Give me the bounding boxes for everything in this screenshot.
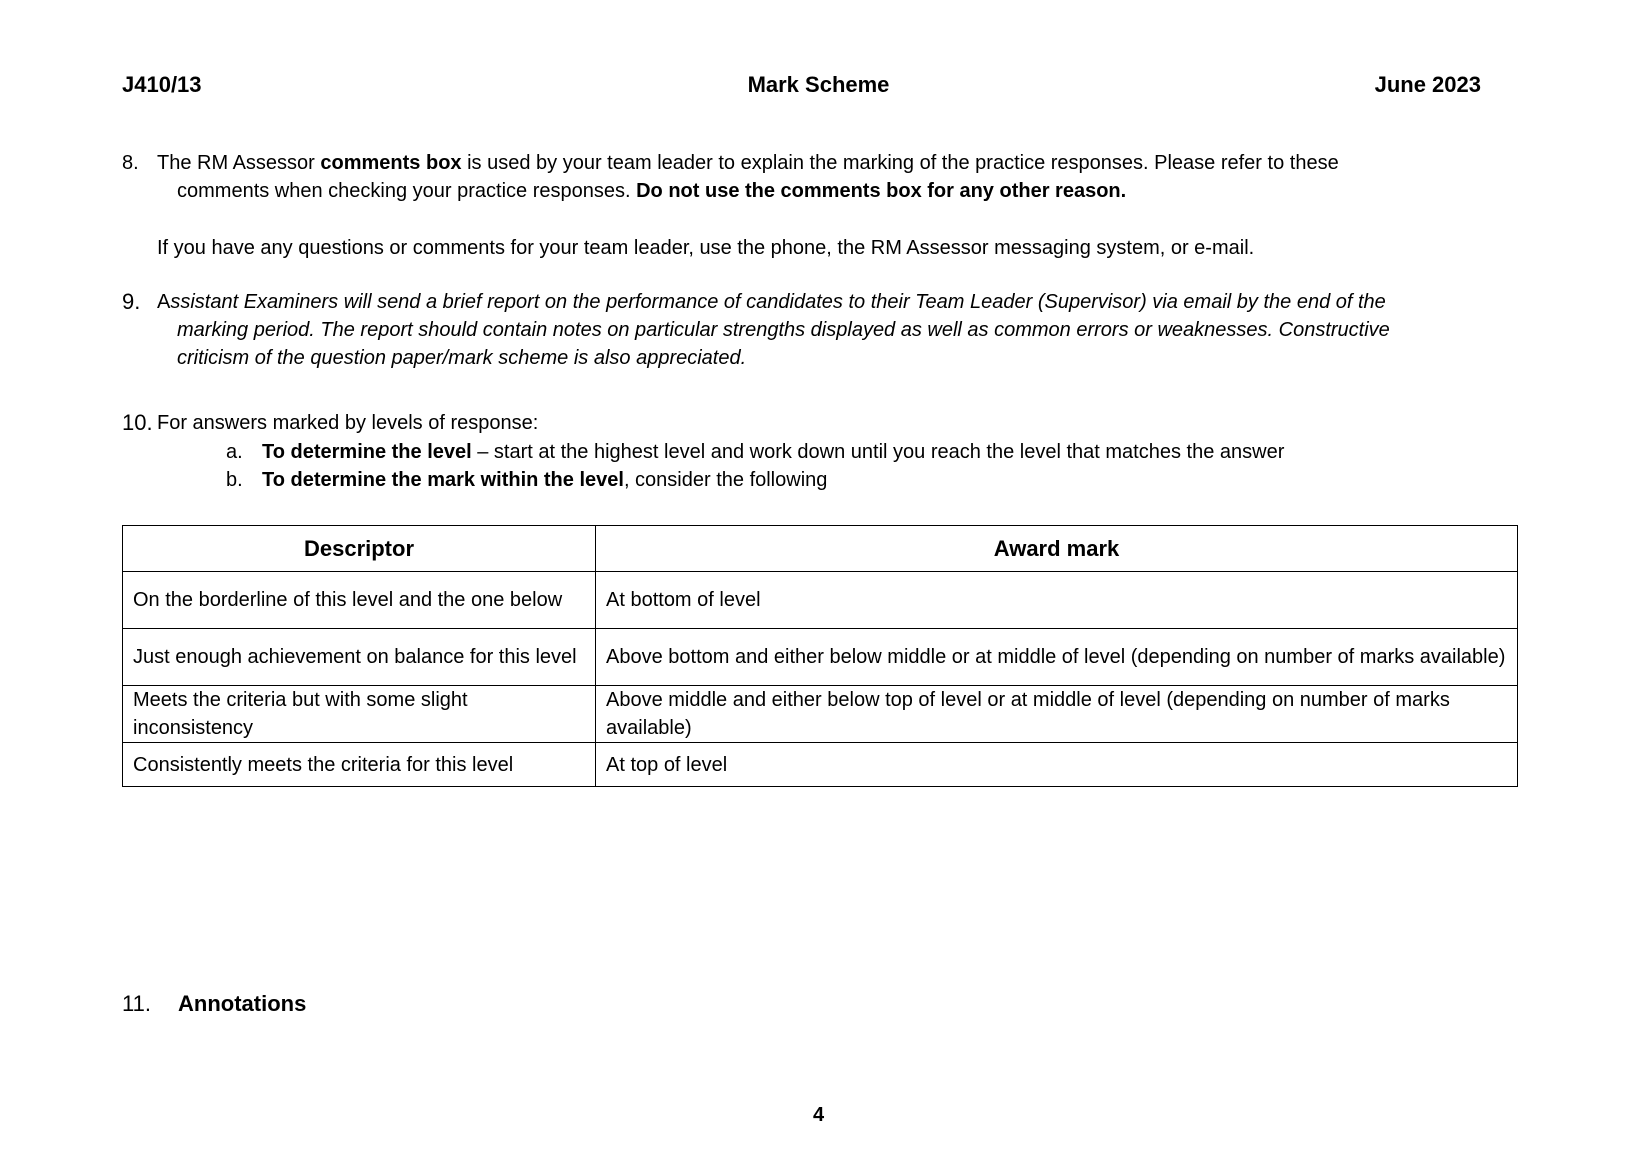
- item-9-line-1-text: ssistant Examiners will send a brief report on the performance of candidates to their Team Leader (Supervisor) via email by the end of the: [170, 291, 1386, 313]
- item-9-lead: A: [157, 291, 171, 313]
- sub-a-bold: To determine the level: [262, 441, 472, 463]
- item-10-text: For answers marked by levels of response:: [157, 412, 539, 434]
- sub-b-letter: b.: [226, 469, 243, 491]
- table-row: [123, 629, 1518, 686]
- sub-a-letter: a.: [226, 441, 243, 463]
- item-10-sub-b: [226, 466, 827, 494]
- award-mark-cell: At bottom of level: [596, 572, 1518, 629]
- item-11-number: 11.: [122, 991, 151, 1016]
- item-11: [122, 990, 306, 1018]
- table-row: [123, 743, 1518, 787]
- header-award-mark: Award mark: [596, 526, 1518, 572]
- award-mark-cell: Above bottom and either below middle or at middle of level (depending on number of marks available): [596, 629, 1518, 686]
- item-11-heading: Annotations: [178, 991, 307, 1016]
- item-8: [122, 149, 1522, 205]
- item-10-number: 10.: [122, 410, 153, 435]
- item-8-followup: If you have any questions or comments for your team leader, use the phone, the RM Assessor messaging system, or e-mail.: [157, 237, 1255, 259]
- award-mark-cell: At top of level: [596, 743, 1518, 787]
- item-9-number: 9.: [122, 289, 141, 314]
- page-number: 4: [812, 1104, 825, 1126]
- item-8-number: 8.: [122, 152, 139, 174]
- item-9-line-2: marking period. The report should contain notes on particular strengths displayed as well as common errors or weaknesses. Constructive: [177, 319, 1390, 341]
- header-date: June 2023: [1374, 72, 1481, 97]
- header-code: J410/13: [122, 72, 202, 97]
- item-10-sub-a: [226, 438, 1284, 466]
- item-9-line-3: criticism of the question paper/mark scheme is also appreciated.: [177, 347, 747, 369]
- item-8-text-b: is used by your team leader to explain the marking of the practice responses. Please refer to these: [461, 152, 1339, 174]
- item-8-line-1: [157, 149, 1522, 177]
- item-8-text-a: The RM Assessor: [157, 152, 321, 174]
- award-mark-cell: Above middle and either below top of level or at middle of level (depending on number of marks available): [596, 686, 1518, 743]
- descriptor-cell: Just enough achievement on balance for this level: [123, 629, 596, 686]
- table-row: [123, 686, 1518, 743]
- header-title: Mark Scheme: [747, 72, 890, 97]
- descriptor-cell: On the borderline of this level and the one below: [123, 572, 596, 629]
- sub-b-bold: To determine the mark within the level: [262, 469, 624, 491]
- descriptor-cell: Meets the criteria but with some slight inconsistency: [123, 686, 596, 743]
- item-8-line-2: [177, 177, 1522, 205]
- item-8-bold-b: Do not use the comments box for any other reason.: [636, 180, 1127, 202]
- sub-b-text: , consider the following: [623, 469, 828, 491]
- header-descriptor: Descriptor: [123, 526, 596, 572]
- descriptor-cell: Consistently meets the criteria for this level: [123, 743, 596, 787]
- table-header-row: [123, 526, 1518, 572]
- item-9-line-1: [157, 288, 1502, 316]
- item-9: [122, 288, 1502, 372]
- item-8-text-c: comments when checking your practice responses.: [177, 180, 637, 202]
- descriptor-table: [122, 525, 1518, 787]
- sub-a-text: – start at the highest level and work down until you reach the level that matches the answer: [471, 441, 1285, 463]
- table-row: [123, 572, 1518, 629]
- item-8-bold-a: comments box: [320, 152, 462, 174]
- item-10: [122, 409, 538, 437]
